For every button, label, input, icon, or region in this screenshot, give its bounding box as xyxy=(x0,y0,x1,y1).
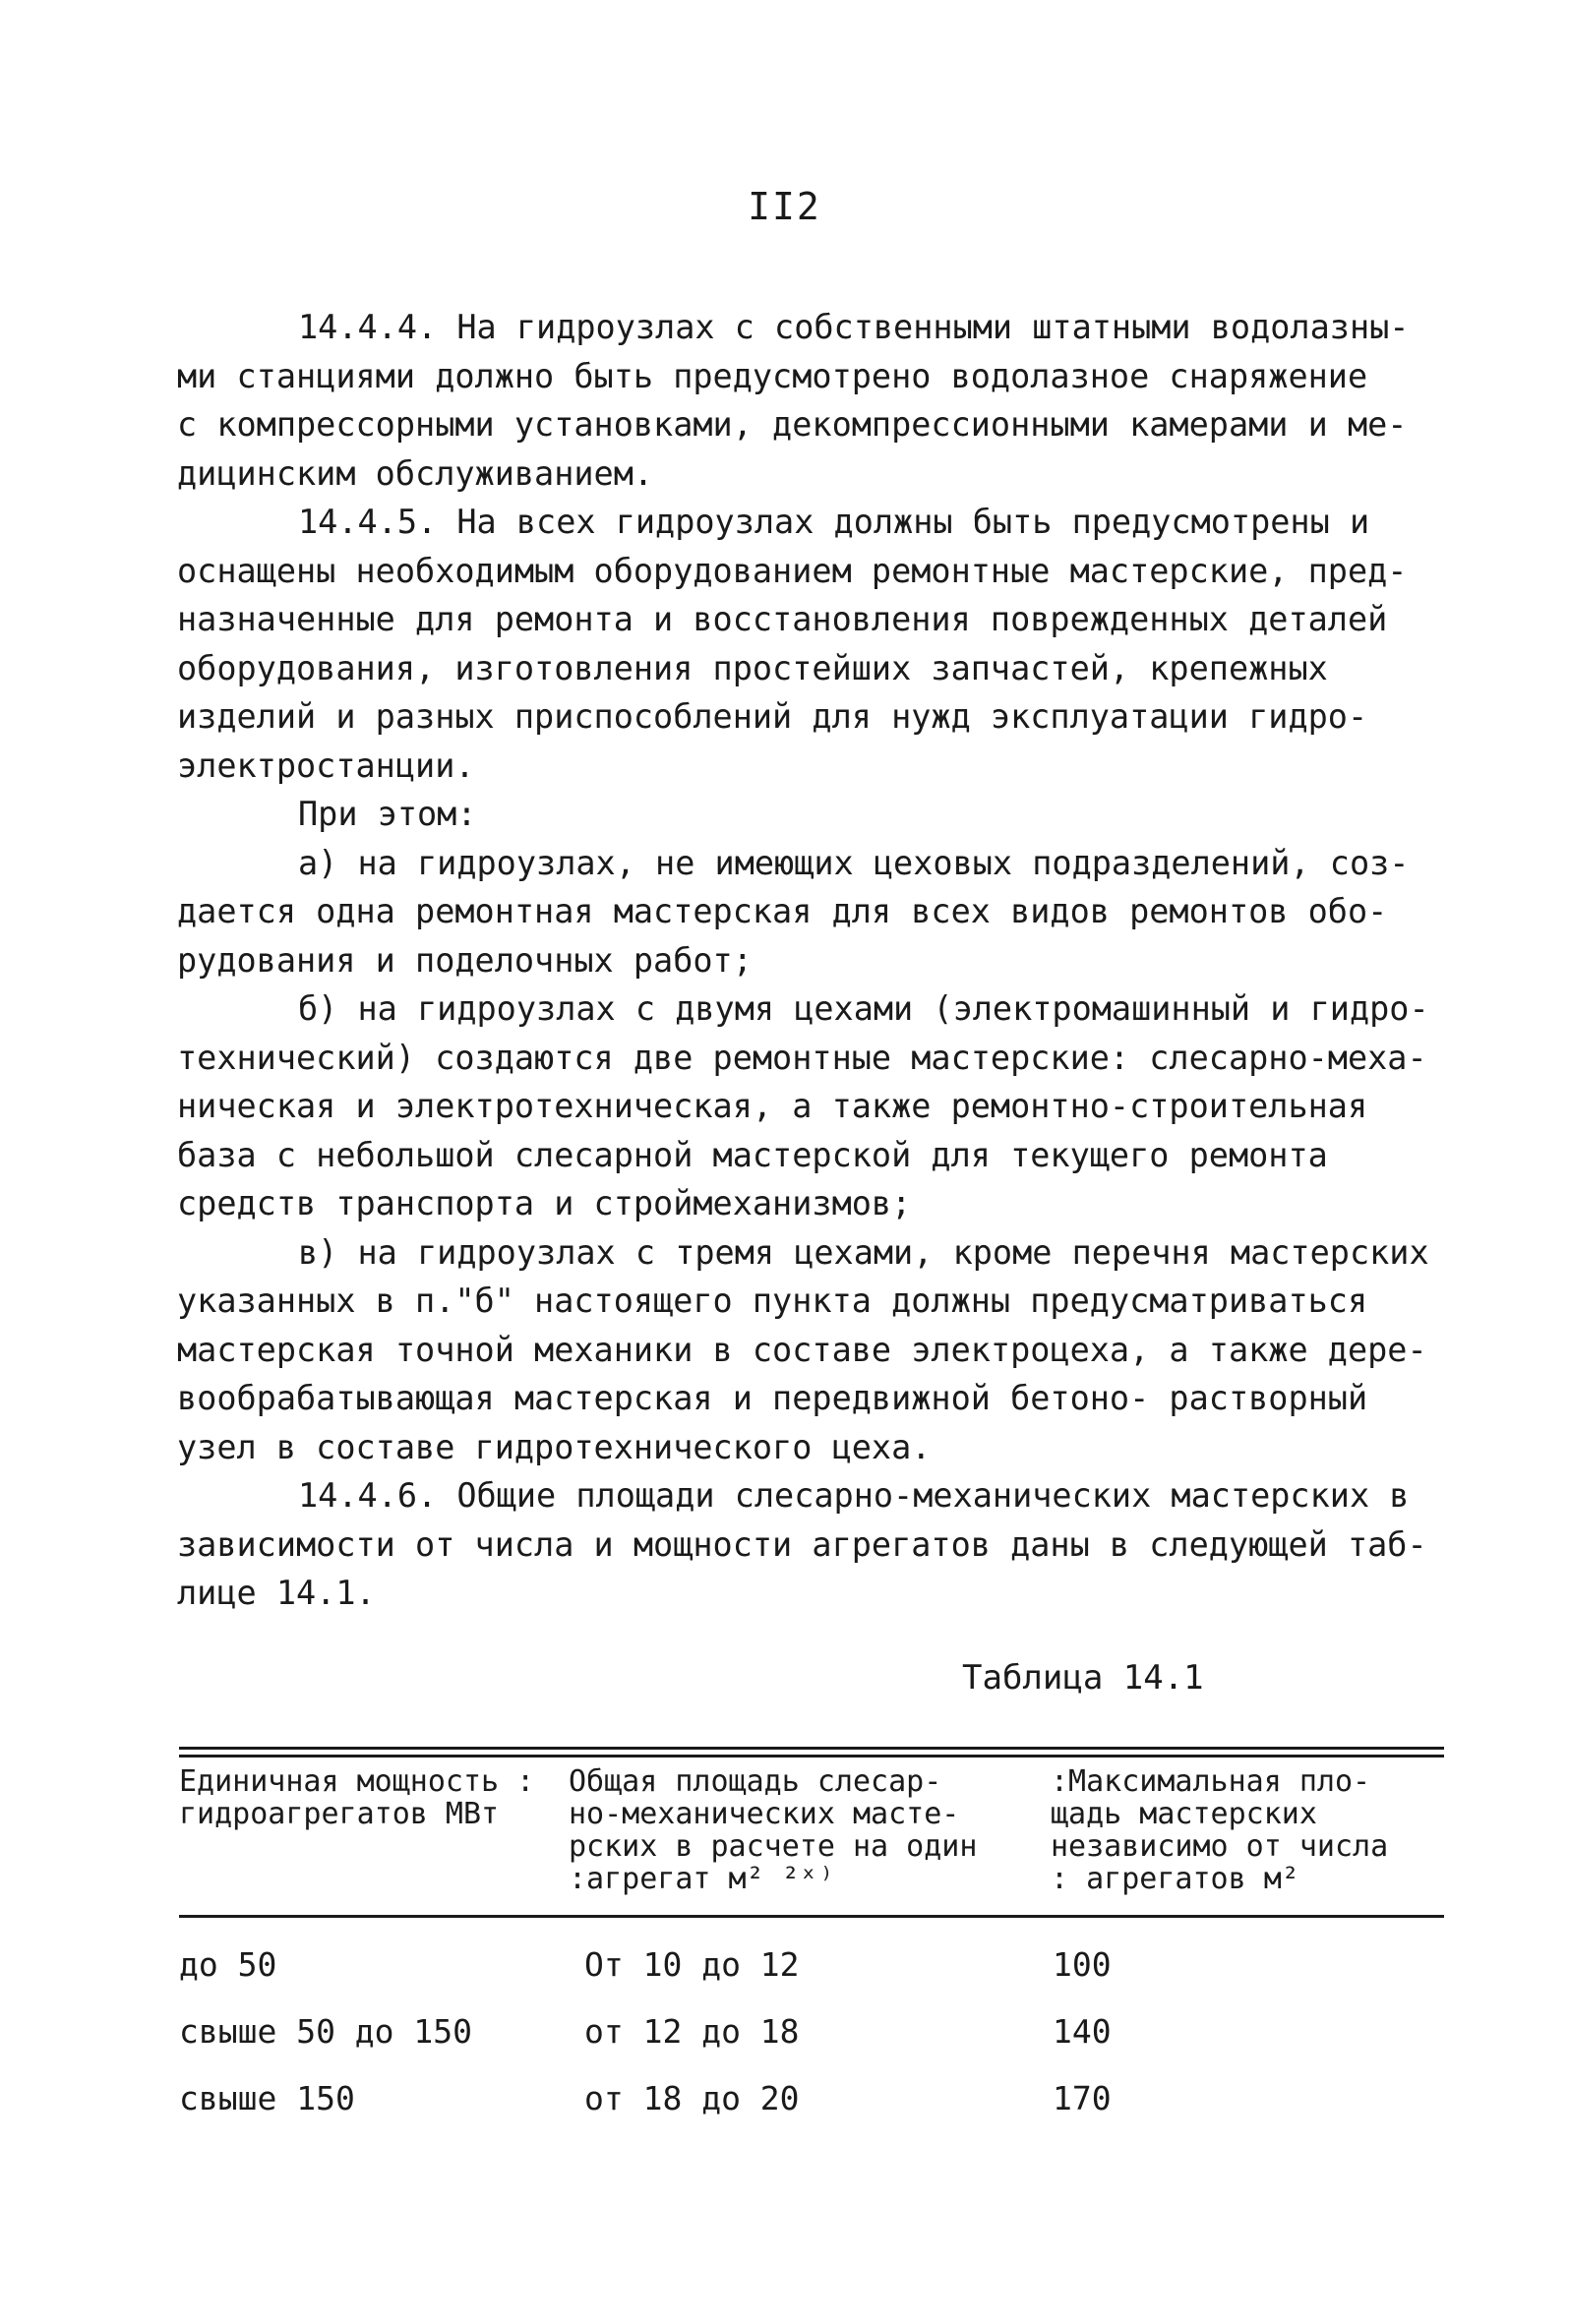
page-number: II2 xyxy=(748,185,821,228)
table-caption: Таблица 14.1 xyxy=(962,1658,1204,1698)
text-line: ми станциями должно быть предусмотрено водолазное снаряжение xyxy=(177,356,1368,395)
text-line: зависимости от числа и мощности агрегатов даны в следующей таб- xyxy=(177,1524,1427,1564)
text-line: а) на гидроузлах, не имеющих цеховых подразделений, соз- xyxy=(298,843,1410,882)
text-line: в) на гидроузлах с тремя цехами, кроме перечня мастерских xyxy=(298,1232,1429,1272)
text-line: электростанции. xyxy=(177,745,475,785)
text-line: оборудования, изготовления простейших запчастей, крепежных xyxy=(177,648,1328,687)
body-text xyxy=(177,303,1456,1618)
text-line: рудования и поделочных работ; xyxy=(177,940,753,980)
table-top-rule xyxy=(179,1747,1444,1750)
text-line: оснащены необходимым оборудованием ремонтные мастерские, пред- xyxy=(177,551,1408,590)
header-max-area: :Максимальная пло- щадь мастерских независимо от числа : агрегатов м² xyxy=(1051,1764,1389,1896)
text-line: б) на гидроузлах с двумя цехами (электромашинный и гидро- xyxy=(298,989,1429,1028)
cell-power: свыше 150 xyxy=(179,2079,355,2117)
text-line: дицинским обслуживанием. xyxy=(177,453,654,493)
text-line: лице 14.1. xyxy=(177,1574,376,1612)
cell-area-per-unit: от 12 до 18 xyxy=(584,2012,800,2051)
text-line: база с небольшой слесарной мастерской для текущего ремонта xyxy=(177,1135,1328,1174)
text-line: При этом: xyxy=(298,795,477,833)
table-row xyxy=(179,1945,1444,2012)
table-header-rule xyxy=(179,1915,1444,1918)
cell-max-area: 100 xyxy=(1053,1945,1112,1984)
text-line: ническая и электротехническая, а также ремонтно-строительная xyxy=(177,1087,1368,1125)
cell-area-per-unit: От 10 до 12 xyxy=(584,1945,800,1984)
header-power: Единичная мощность : гидроагрегатов МВт xyxy=(179,1764,535,1831)
table-body xyxy=(179,1945,1444,2146)
cell-area-per-unit: от 18 до 20 xyxy=(584,2079,800,2117)
text-line: 14.4.6. Общие площади слесарно-механических мастерских в xyxy=(298,1476,1410,1515)
text-line: указанных в п."б" настоящего пункта должны предусматриваться xyxy=(177,1281,1368,1320)
header-area-per-unit: Общая площадь слесар- но-механических масте- рских в расчете на один :агрегат м² ²ˣ⁾ xyxy=(569,1764,978,1896)
text-line: дается одна ремонтная мастерская для всех видов ремонтов обо- xyxy=(177,892,1388,930)
text-line: 14.4.5. На всех гидроузлах должны быть предусмотрены и xyxy=(298,503,1370,541)
table xyxy=(179,1747,1444,2146)
text-line: вообрабатывающая мастерская и передвижной бетоно- растворный xyxy=(177,1379,1368,1417)
text-line: назначенные для ремонта и восстановления поврежденных деталей xyxy=(177,600,1388,638)
text-line: узел в составе гидротехнического цеха. xyxy=(177,1427,932,1466)
text-line: с компрессорными установками, декомпрессионными камерами и ме- xyxy=(177,405,1408,444)
cell-power: до 50 xyxy=(179,1945,277,1984)
cell-max-area: 140 xyxy=(1053,2012,1112,2051)
cell-power: свыше 50 до 150 xyxy=(179,2012,473,2051)
text-line: средств транспорта и строймеханизмов; xyxy=(177,1184,912,1222)
table-top-rule-inner xyxy=(179,1755,1444,1758)
text-line: 14.4.4. На гидроузлах с собственными штатными водолазны- xyxy=(298,308,1410,346)
cell-max-area: 170 xyxy=(1053,2079,1112,2117)
text-line: технический) создаются две ремонтные мастерские: слесарно-меха- xyxy=(177,1038,1427,1077)
table-row xyxy=(179,2012,1444,2079)
table-row xyxy=(179,2079,1444,2146)
text-line: мастерская точной механики в составе электроцеха, а также дере- xyxy=(177,1330,1427,1369)
text-line: изделий и разных приспособлений для нужд эксплуатации гидро- xyxy=(177,697,1368,736)
table-header xyxy=(179,1765,1444,1915)
